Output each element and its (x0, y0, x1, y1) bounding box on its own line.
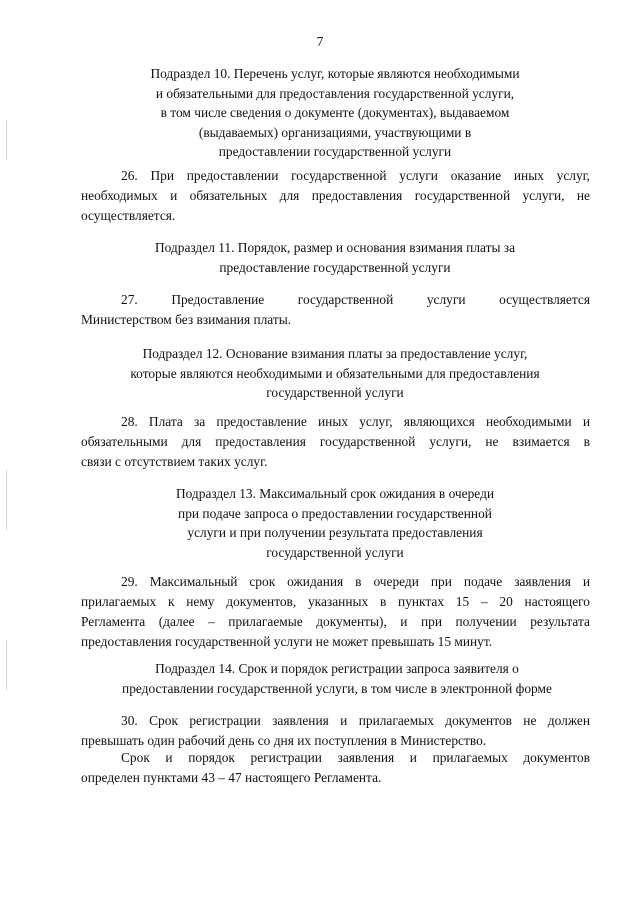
paragraph-line: осуществляется. (81, 208, 176, 223)
subsection-14-heading (82, 659, 592, 698)
paragraph-30 (81, 711, 590, 751)
paragraph-29 (81, 572, 590, 652)
paragraph-27 (81, 290, 590, 330)
subsection-12-heading (95, 344, 575, 403)
page-number: 7 (316, 34, 324, 49)
heading-line: услуги и при получении результата предоставления (187, 525, 483, 540)
scan-edge-mark (6, 640, 7, 690)
paragraph-line: предоставления государственной услуги не может превышать 15 минут. (81, 634, 493, 649)
paragraph-26 (81, 166, 590, 226)
heading-line: государственной услуги (266, 544, 404, 560)
heading-line: при подаче запроса о предоставлении государственной (178, 505, 492, 521)
paragraph-28 (81, 412, 590, 472)
heading-line: предоставлении государственной услуги (218, 144, 452, 159)
scan-edge-mark (6, 470, 7, 530)
heading-line: Подраздел 12. Основание взимания платы за предоставление услуг, (142, 346, 528, 361)
heading-line: и обязательными для предоставления государственной услуги, (155, 85, 515, 101)
paragraph-line: превышать один рабочий день со дня их поступления в Министерство. (81, 733, 487, 748)
paragraph-line: обязательными для предоставления государственной услуги, не взимается в (81, 434, 590, 449)
paragraph-line: Срок и порядок регистрации заявления и прилагаемых документов (121, 750, 590, 765)
heading-line: государственной услуги (266, 385, 404, 400)
heading-line: Подраздел 13. Максимальный срок ожидания в очереди (175, 486, 495, 501)
paragraph-line: Министерством без взимания платы. (81, 312, 292, 327)
heading-line: Подраздел 10. Перечень услуг, которые являются необходимыми (150, 66, 520, 81)
paragraph-line: необходимых и обязательных для предоставления государственной услуги, не (81, 188, 590, 203)
subsection-10-heading (100, 64, 570, 162)
subsection-13-heading (120, 484, 550, 562)
paragraph-line: 26. При предоставлении государственной услуги оказание иных услуг, (121, 168, 590, 183)
paragraph-line: 27. Предоставление государственной услуги осуществляется (121, 292, 590, 307)
paragraph-line: прилагаемых к нему документов, указанных в пунктах 15 – 20 настоящего (81, 594, 590, 609)
paragraph-line: Регламента (далее – прилагаемые документы), и при получении результата (81, 614, 590, 629)
paragraph-line: 30. Срок регистрации заявления и прилагаемых документов не должен (121, 713, 590, 728)
heading-line: (выдаваемых) организациями, участвующими в (198, 124, 472, 140)
heading-line: предоставлении государственной услуги, в том числе в электронной форме (122, 680, 552, 696)
paragraph-line: связи с отсутствием таких услуг. (81, 454, 268, 469)
heading-line: предоставление государственной услуги (219, 259, 451, 275)
paragraph-30-continued (81, 748, 590, 788)
heading-line: Подраздел 11. Порядок, размер и основания взимания платы за (154, 240, 516, 255)
heading-line: которые являются необходимыми и обязательными для предоставления (130, 365, 540, 381)
scan-edge-mark (6, 120, 7, 160)
paragraph-line: 28. Плата за предоставление иных услуг, являющихся необходимыми и (121, 414, 590, 429)
heading-line: Подраздел 14. Срок и порядок регистрации запроса заявителя о (155, 661, 519, 676)
heading-line: в том числе сведения о документе (документах), выдаваемом (160, 105, 510, 120)
paragraph-line: 29. Максимальный срок ожидания в очереди при подаче заявления и (121, 574, 590, 589)
paragraph-line: определен пунктами 43 – 47 настоящего Регламента. (81, 770, 382, 785)
subsection-11-heading (100, 238, 570, 277)
